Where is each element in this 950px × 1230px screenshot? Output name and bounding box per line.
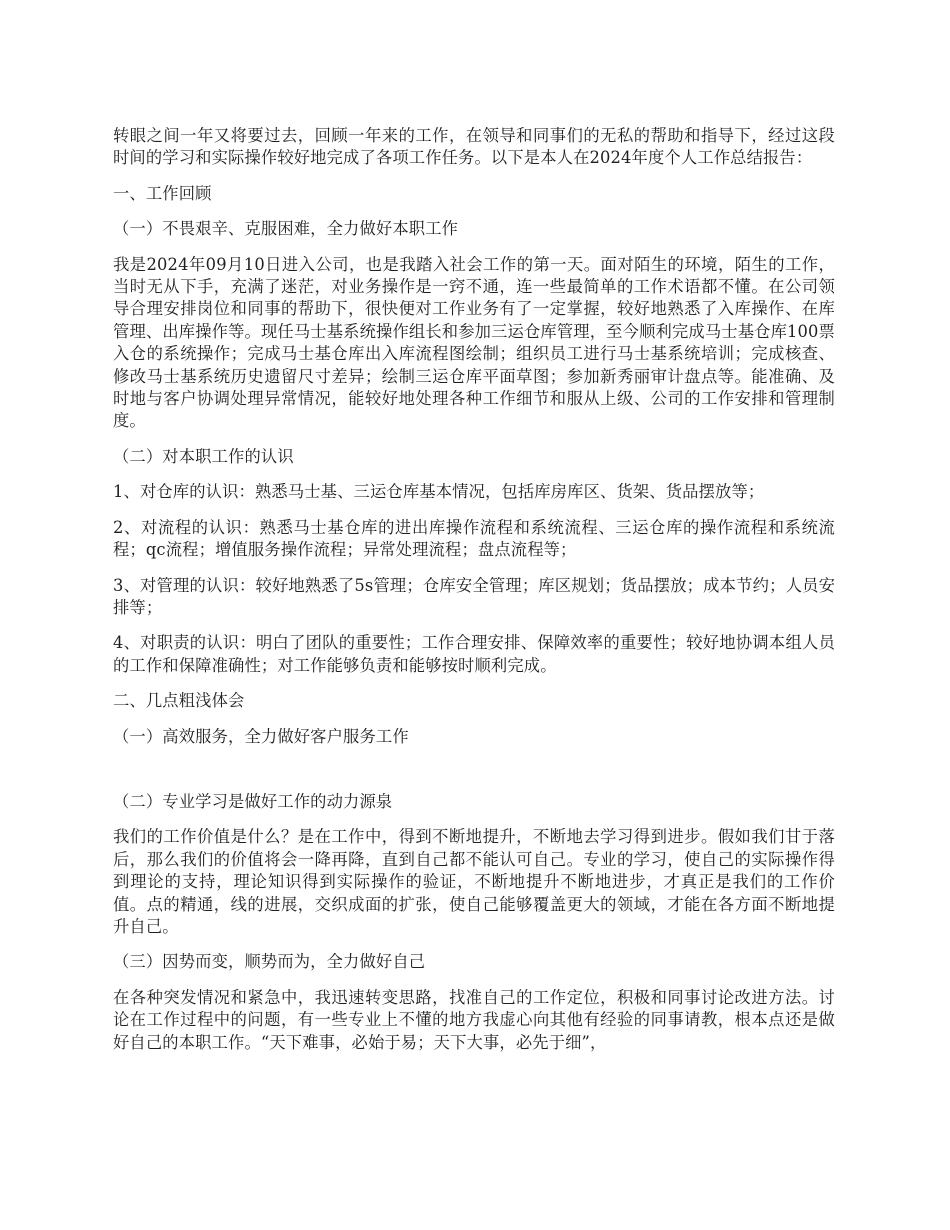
body-paragraph: 我们的工作价值是什么？是在工作中，得到不断地提升，不断地去学习得到进步。假如我们甘于落后，那么我们的价值将会一降再降，直到自己都不能认可自己。专业的学习，使自己的实际操作得到理论的支持，理论知识得到实际操作的验证，不断地提升不断地进步，才真正是我们的工作价值。点的精通，线的进展，交织成面的扩张，使自己能够覆盖更大的领域，才能在各方面不断地提升自己。 [113,827,835,936]
subsection-heading: （一）高效服务，全力做好客户服务工作 [113,726,409,746]
intro-paragraph: 转眼之间一年又将要过去，回顾一年来的工作，在领导和同事们的无私的帮助和指导下，经过这段时间的学习和实际操作较好地完成了各项工作任务。以下是本人在2024年度个人工作总结报告： [113,126,835,168]
section-heading-experience: 二、几点粗浅体会 [113,691,245,711]
document-body [113,125,835,1067]
blank-spacer [113,761,835,791]
subsection-heading: （二）对本职工作的认识 [113,446,294,466]
subsection-heading: （二）专业学习是做好工作的动力源泉 [113,791,393,811]
subsection-heading: （一）不畏艰辛、克服困难，全力做好本职工作 [113,219,459,239]
list-paragraph: 2、对流程的认识：熟悉马士基仓库的进出库操作流程和系统流程、三运仓库的操作流程和系统流程；qc流程；增值服务操作流程；异常处理流程；盘点流程等； [113,517,835,560]
section-heading-work-review: 一、工作回顾 [113,183,212,203]
list-paragraph: 1、对仓库的认识：熟悉马士基、三运仓库基本情况，包括库房库区、货架、货品摆放等； [113,482,765,502]
list-paragraph: 3、对管理的认识：较好地熟悉了5s管理；仓库安全管理；库区规划；货品摆放；成本节约；人员安排等； [113,575,835,617]
list-paragraph: 4、对职责的认识：明白了团队的重要性；工作合理安排、保障效率的重要性；较好地协调本组人员的工作和保障准确性；对工作能够负责和能够按时顺利完成。 [113,633,835,675]
subsection-heading: （三）因势而变，顺势而为，全力做好自己 [113,952,426,972]
body-paragraph: 在各种突发情况和紧急中，我迅速转变思路，找准自己的工作定位，积极和同事讨论改进方法。讨论在工作过程中的问题，有一些专业上不懂的地方我虚心向其他有经验的同事请教，根本点还是做好自己的本职工作。“天下难事，必始于易；天下大事，必先于细”， [113,987,835,1052]
body-paragraph: 我是2024年09月10日进入公司，也是我踏入社会工作的第一天。面对陌生的环境，陌生的工作，当时无从下手，充满了迷茫，对业务操作是一窍不通，连一些最简单的工作术语都不懂。在公司领导合理安排岗位和同事的帮助下，很快便对工作业务有了一定掌握，较好地熟悉了入库操作、在库管理、出库操作等。现任马士基系统操作组长和参加三运仓库管理，至今顺利完成马士基仓库100票入仓的系统操作；完成马士基仓库出入库流程图绘制；组织员工进行马士基系统培训；完成核查、修改马士基系统历史遗留尺寸差异；绘制三运仓库平面草图；参加新秀丽审计盘点等。能准确、及时地与客户协调处理异常情况，能较好地处理各种工作细节和服从上级、公司的工作安排和管理制度。 [113,254,835,431]
